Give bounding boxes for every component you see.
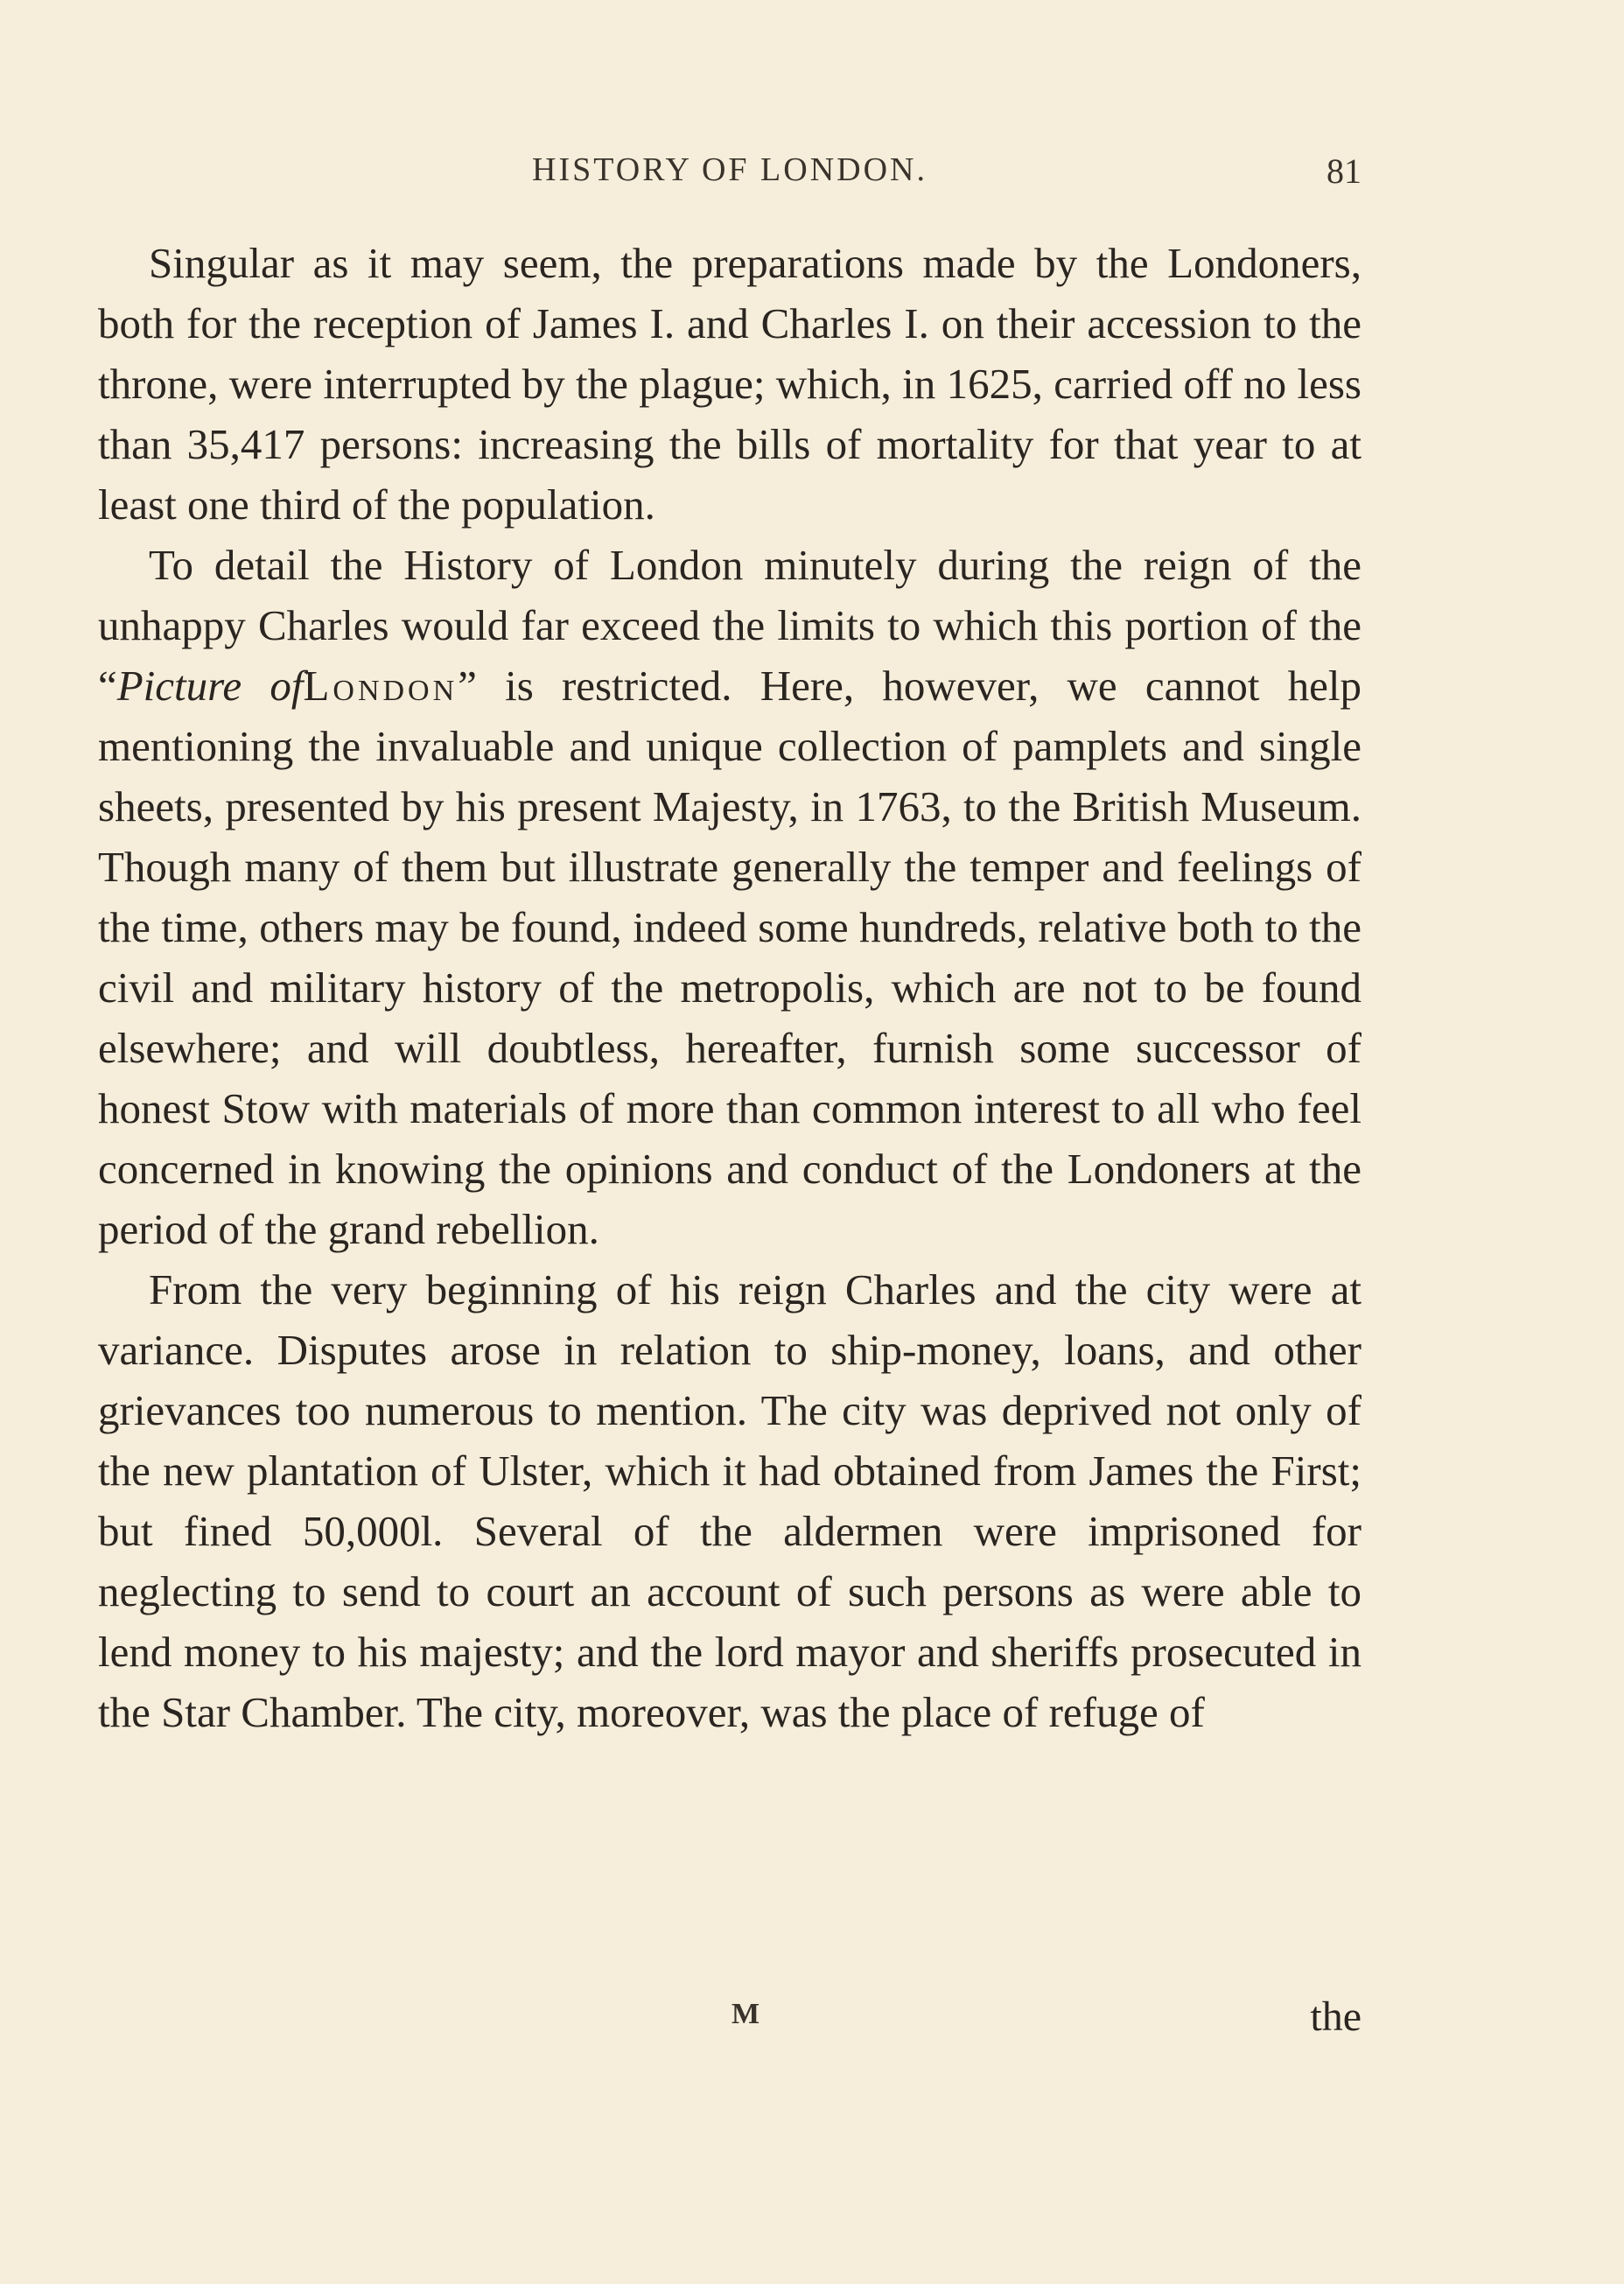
paragraph-charles-and-city: From the very beginning of his reign Charles and the city were at variance. Disputes arose in relation to ship-money, loans, and other grievances too numerous to mention. The city was deprived not only of the new plantation of Ulster, which it had obtained from James the First; but fined 50,000l. Several of the aldermen were imprisoned for neglecting to send to court an account of such persons as were able to lend money to his majesty; and the lord mayor and sheriffs prosecuted in the Star Chamber. The city, moreover, was the place of refuge of bbox=[98, 1265, 1362, 1736]
signature-mark: M bbox=[732, 1998, 761, 2030]
paragraph-history-of-london bbox=[98, 535, 1362, 1259]
paragraph-text-end: ” is restricted. Here, however, we cannot help mentioning the invaluable and unique collection of pamplets and single sheets, presented by his present Majesty, in 1763, to the British Museum. Though many of them but illustrate generally the temper and feelings of the time, others may be found, indeed some hundreds, relative both to the civil and military history of the metropolis, which are not to be found elsewhere; and will doubtless, hereafter, furnish some successor of honest Stow with materials of more than common interest to all who feel concerned in knowing the opinions and conduct of the Londoners at the period of the grand rebellion. bbox=[98, 662, 1362, 1253]
paragraph-plague: Singular as it may seem, the preparations made by the Londoners, both for the reception of James I. and Charles I. on their accession to the throne, were interrupted by the plague; which, in 1625, carried off no less than 35,417 persons: increasing the bills of mortality for that year to at least one third of the population. bbox=[98, 239, 1362, 529]
paragraph-text-start: To detail the History of London minutely during the reign of the unhappy Charles would far exceed the limits to which this portion of the “ bbox=[98, 541, 1362, 710]
london-smallcaps: London bbox=[303, 662, 458, 710]
body-text bbox=[98, 233, 1362, 1742]
picture-of-italic: Picture of bbox=[116, 662, 304, 710]
running-head bbox=[98, 151, 1362, 203]
running-title: HISTORY OF LONDON. bbox=[532, 151, 928, 188]
page-number: 81 bbox=[1326, 151, 1362, 191]
page-footer bbox=[98, 1993, 1362, 2045]
catchword: the bbox=[1310, 1993, 1362, 2040]
